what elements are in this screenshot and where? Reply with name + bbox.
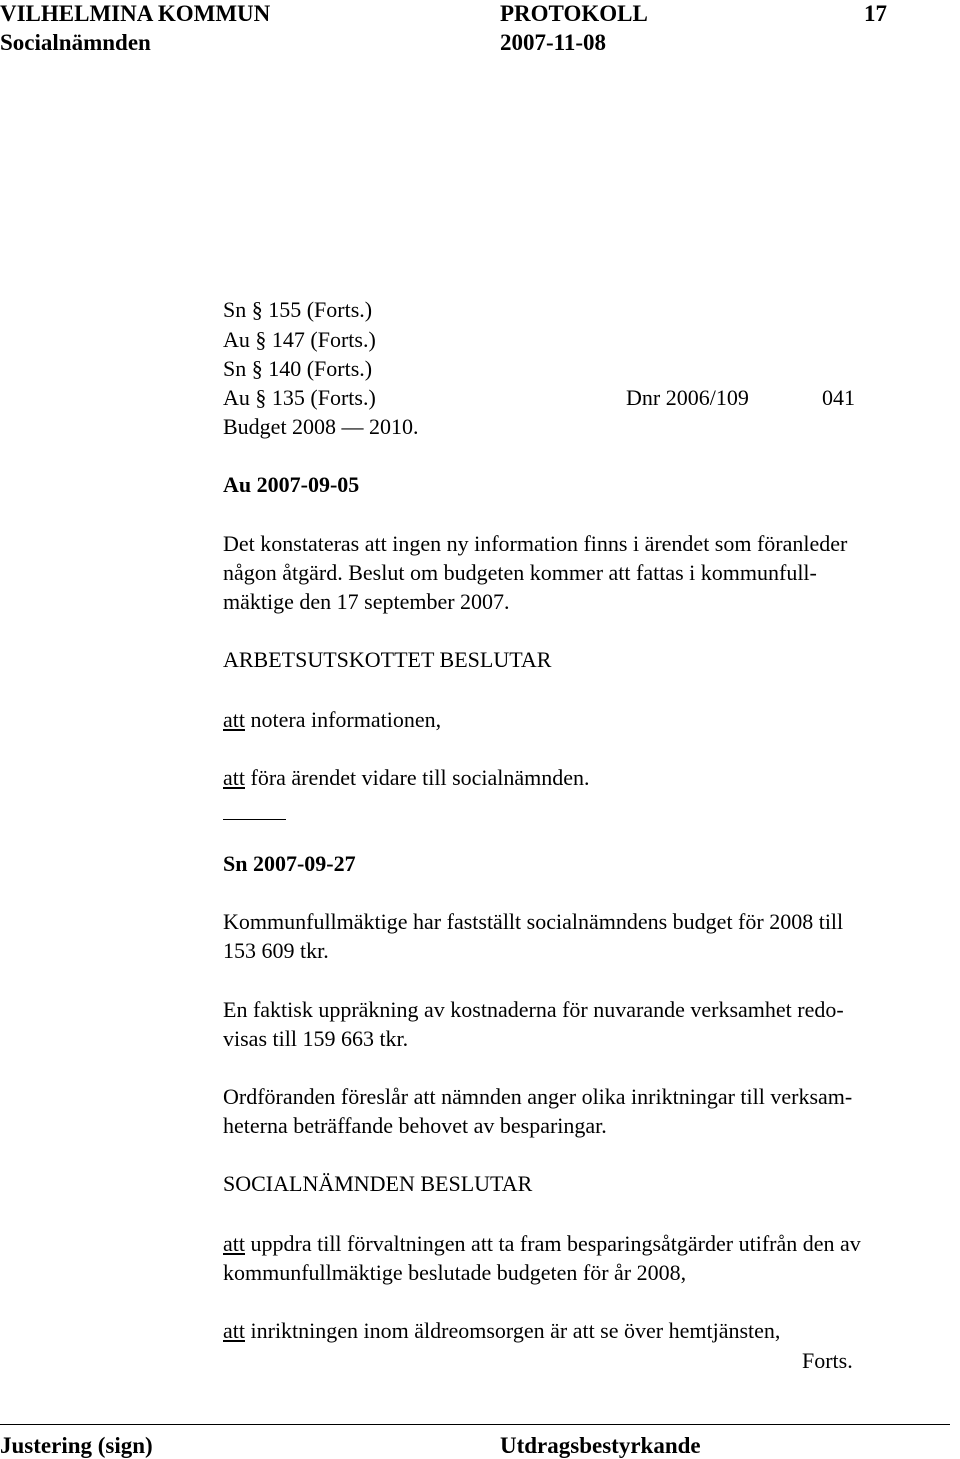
decision-item: att föra ärendet vidare till socialnämnden.	[223, 765, 590, 790]
body-text: Det konstateras att ingen ny information finns i ärendet som föranleder	[223, 531, 848, 556]
body-text: heterna beträffande behovet av besparingar.	[223, 1113, 607, 1138]
body-text: visas till 159 663 tkr.	[223, 1026, 409, 1051]
section-divider	[223, 819, 286, 820]
decision-heading: ARBETSUTSKOTTET BESLUTAR	[223, 647, 552, 672]
page-number: 17	[864, 1, 887, 26]
att-keyword: att	[223, 1318, 245, 1343]
paragraph-ref: Au § 135 (Forts.)	[223, 385, 376, 410]
decision-item-continued: kommunfullmäktige beslutade budgeten för år 2008,	[223, 1260, 687, 1285]
diary-number: Dnr 2006/109	[626, 385, 749, 410]
paragraph-ref: Sn § 140 (Forts.)	[223, 356, 373, 381]
diary-code: 041	[822, 385, 855, 410]
sn-heading: Sn 2007-09-27	[223, 851, 356, 876]
paragraph-ref: Au § 147 (Forts.)	[223, 327, 376, 352]
paragraph-ref: Sn § 155 (Forts.)	[223, 297, 373, 322]
au-heading: Au 2007-09-05	[223, 472, 360, 497]
decision-item: att notera informationen,	[223, 707, 442, 732]
att-keyword: att	[223, 1231, 245, 1256]
body-text: 153 609 tkr.	[223, 938, 329, 963]
footer-rule	[0, 1424, 950, 1425]
decision-item: att uppdra till förvaltningen att ta fram besparingsåtgärder utifrån den av	[223, 1231, 861, 1256]
att-keyword: att	[223, 765, 245, 790]
body-text: Kommunfullmäktige har fastställt socialnämndens budget för 2008 till	[223, 909, 844, 934]
decision-heading: SOCIALNÄMNDEN BESLUTAR	[223, 1171, 533, 1196]
body-text: mäktige den 17 september 2007.	[223, 589, 510, 614]
continued-marker: Forts.	[802, 1348, 853, 1373]
decision-item: att inriktningen inom äldreomsorgen är att se över hemtjänsten,	[223, 1318, 781, 1343]
meeting-date: 2007-11-08	[500, 30, 607, 55]
body-text: någon åtgärd. Beslut om budgeten kommer att fattas i kommunfull-	[223, 560, 817, 585]
committee-name: Socialnämnden	[0, 30, 151, 55]
att-keyword: att	[223, 707, 245, 732]
org-name: VILHELMINA KOMMUN	[0, 1, 271, 26]
body-text: Ordföranden föreslår att nämnden anger olika inriktningar till verksam-	[223, 1084, 853, 1109]
body-text: En faktisk uppräkning av kostnaderna för nuvarande verksamhet redo-	[223, 997, 844, 1022]
footer-justering: Justering (sign)	[0, 1433, 153, 1458]
doc-type: PROTOKOLL	[500, 1, 648, 26]
footer-utdrag: Utdragsbestyrkande	[500, 1433, 701, 1458]
subject-title: Budget 2008 — 2010.	[223, 414, 419, 439]
